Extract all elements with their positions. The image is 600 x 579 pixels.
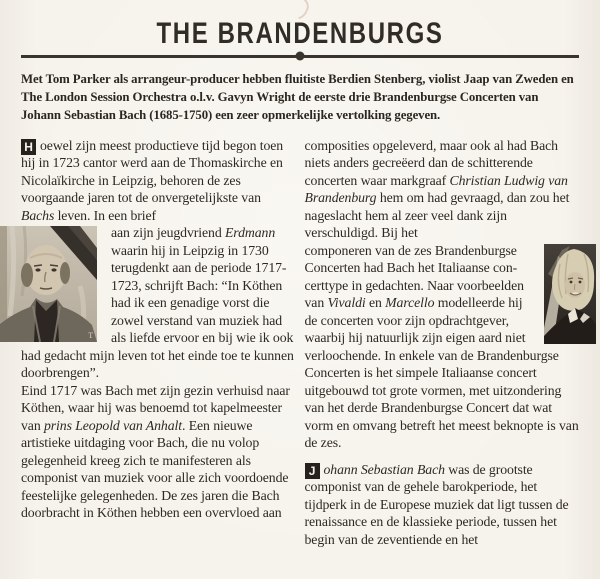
paragraph	[305, 242, 580, 452]
header	[21, 18, 579, 58]
text-run: modelleerde hij de concerten voor zijn opdrachtgever, waarbij hij natuurlijk zijn eigen aard niet verloochende. In enkele van de Brandenburgse Concerten is het simpele Italiaanse concert uitgebouwd tot grote vormen, met uitzondering van het derde Brandenburgse Concert dat wat vorm en omvang betreft het meest beknopte is van de zes.	[304, 295, 579, 450]
paragraph	[21, 137, 296, 225]
paragraph	[21, 382, 296, 522]
text-run: waarin hij in Leipzig in 1730 terugdenkt aan de periode 1717-1723, schrijft Bach: “In Köthen had ik een genadige vorst die zowel verstand van muziek had als liefde ervoor en bij wie ik ook had gedacht mijn leven tot het einde toe te kunnen doorbrengen”.	[21, 242, 294, 380]
paragraph-text	[305, 138, 570, 241]
text-run: componeren van de zes Brandenburgse Concerten had Bach het Italiaanse concerttype in gedachten. Naar voorbeelden van	[304, 242, 524, 310]
woman-portrait-illustration	[544, 244, 596, 344]
page-title: THE BRANDENBURGS	[156, 17, 444, 50]
italic-text-run: Bachs	[21, 207, 55, 223]
text-run: Eind 1717 was Bach met zijn gezin verhuisd naar Köthen, waar hij was benoemd tot kapelmeester van	[21, 382, 290, 433]
text-run: was de grootste componist van de gehele barokperiode, het tijdperk in de Europese muziek dat ligt tussen de renaissance en de klassieke periode, tussen het begin van de zeventiende en het	[304, 461, 569, 547]
text-run: aan zijn jeugdvriend	[111, 225, 225, 240]
intro-paragraph: Met Tom Parker als arrangeur-producer hebben fluitiste Berdien Stenberg, violist Jaap van Zweden en The London Session Orchestra o.l.v. Gavyn Wright de eerste drie Brandenburgse Concerten van Johann Sebastian Bach (1685-1750) een zeer opmerkelijke vertolking gegeven.	[21, 71, 574, 122]
paragraph	[305, 461, 580, 549]
dropcap-j: J	[305, 463, 320, 479]
text-run: en	[365, 295, 386, 310]
text-run: oewel zijn meest productieve tijd begon toen hij in 1723 cantor werd aan de Thomaskirche en Nicolaïkirche in Leipzig, behoren de zes voorgaande jaren tot de onvergetelijkste van	[21, 137, 284, 205]
man-portrait-illustration	[0, 226, 97, 342]
text-run: leven. In een brief	[54, 207, 157, 223]
paragraph	[305, 137, 580, 242]
title-divider-rule	[21, 55, 579, 58]
italic-text-run: ohann Sebastian Bach	[323, 461, 445, 477]
italic-text-run: Christian Ludwig van Brandenburg	[304, 172, 568, 205]
dropcap-h: H	[21, 139, 36, 155]
italic-text-run: Vivaldi	[327, 295, 366, 310]
photo-man-portrait	[0, 226, 97, 342]
right-column	[305, 137, 580, 549]
italic-text-run: Marcello	[385, 295, 435, 310]
text-run: hem om had gevraagd, dan zou het nageslacht hem al zeer veel dank zijn verschuldigd. Bij het	[304, 190, 570, 240]
photo-corner-mark: T	[88, 331, 93, 340]
left-column	[21, 137, 296, 549]
italic-text-run: prins Leopold van Anhalt	[43, 417, 182, 433]
paragraph-text	[305, 243, 579, 451]
divider-dot	[296, 52, 305, 61]
italic-text-run: Erdmann	[224, 225, 276, 240]
paragraph	[21, 224, 296, 382]
photo-woman-portrait	[544, 244, 596, 344]
paragraph-text	[21, 383, 290, 521]
text-run: . Een nieuwe artistieke uitdaging voor Bach, die nu volop gelegenheid kreeg zich te manifesteren als componist van muziek voor alle zich voordoende feestelijke gelegenheden. De zes jaren die Bach doorbracht in Köthen hebben een overvloed aan	[21, 417, 289, 520]
paragraph-text	[305, 462, 569, 547]
paragraph-text	[21, 138, 283, 223]
article-columns	[21, 137, 579, 549]
text-run: composities opgeleverd, maar ook al had Bach niets anders gecreëerd dan de schitterende concerten waar markgraaf	[304, 137, 558, 188]
